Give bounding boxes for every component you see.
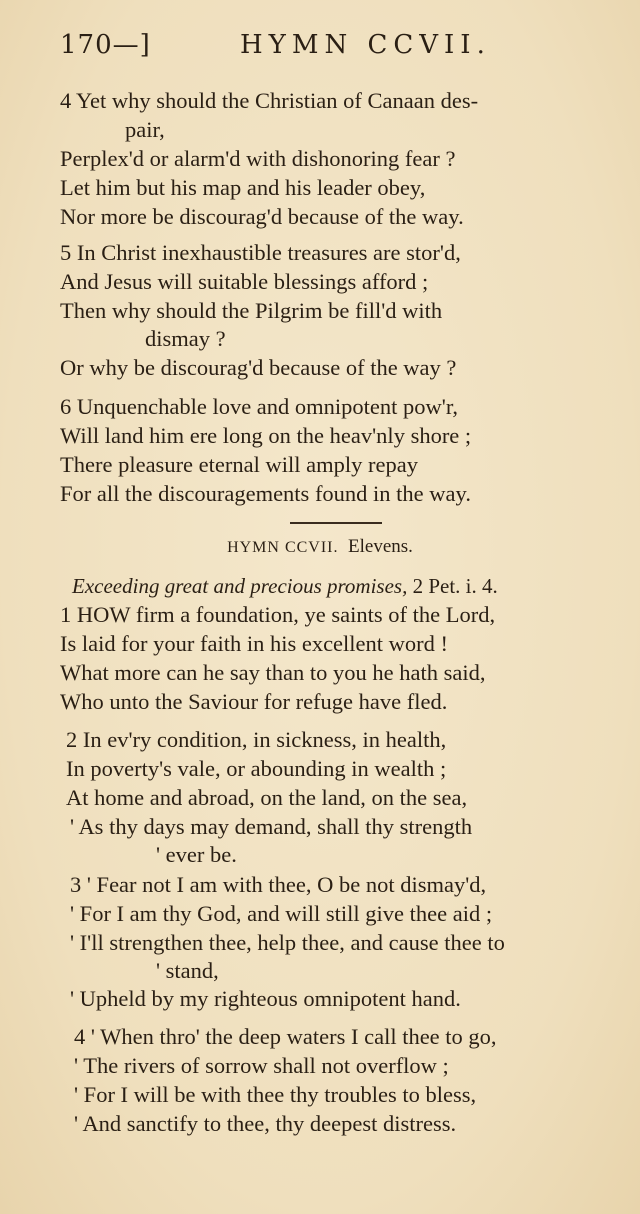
verse-line: pair, bbox=[125, 117, 165, 142]
verse-line: ' For I will be with thee thy troubles to bless, bbox=[74, 1082, 477, 1107]
verse-line: Then why should the Pilgrim be fill'd with bbox=[60, 298, 443, 323]
verse-line: Nor more be discourag'd because of the way. bbox=[60, 204, 464, 229]
verse-line: Is laid for your faith in his excellent word ! bbox=[60, 631, 449, 656]
verse-line: ' ever be. bbox=[156, 842, 237, 867]
verse-line: 5 In Christ inexhaustible treasures are stor'd, bbox=[60, 240, 461, 265]
verse-line: 2 In ev'ry condition, in sickness, in health, bbox=[66, 727, 447, 752]
verse-line: In poverty's vale, or abounding in wealth ; bbox=[66, 756, 447, 781]
verse-line: ' As thy days may demand, shall thy strength bbox=[70, 814, 473, 839]
verse-line: ' For I am thy God, and will still give thee aid ; bbox=[70, 901, 493, 926]
verse-line: At home and abroad, on the land, on the sea, bbox=[66, 785, 468, 810]
verse-line: 3 ' Fear not I am with thee, O be not dismay'd, bbox=[70, 872, 487, 897]
verse-line: There pleasure eternal will amply repay bbox=[60, 452, 418, 477]
epigraph: Exceeding great and precious promises, 2 Pet. i. 4. bbox=[72, 574, 498, 598]
section-divider bbox=[290, 522, 382, 524]
running-header bbox=[60, 30, 600, 70]
page-number: 170—] bbox=[60, 30, 151, 60]
verse-line: ' The rivers of sorrow shall not overflow ; bbox=[74, 1053, 449, 1078]
verse-line: Let him but his map and his leader obey, bbox=[60, 175, 426, 200]
verse-line: For all the discouragements found in the way. bbox=[60, 481, 471, 506]
verse-line: Perplex'd or alarm'd with dishonoring fear ? bbox=[60, 146, 456, 171]
verse-line: ' And sanctify to thee, thy deepest distress. bbox=[74, 1111, 457, 1136]
verse-line: ' stand, bbox=[156, 958, 219, 983]
verse-line: ' Upheld by my righteous omnipotent hand. bbox=[70, 986, 461, 1011]
verse-line: ' I'll strengthen thee, help thee, and cause thee to bbox=[70, 930, 505, 955]
hymn-heading: HYMN CCVII. Elevens. bbox=[227, 536, 413, 557]
verse-line: What more can he say than to you he hath said, bbox=[60, 660, 486, 685]
verse-line: Who unto the Saviour for refuge have fled. bbox=[60, 689, 448, 714]
verse-line: 4 ' When thro' the deep waters I call thee to go, bbox=[74, 1024, 497, 1049]
verse-line: Or why be discourag'd because of the way ? bbox=[60, 355, 457, 380]
verse-line: dismay ? bbox=[145, 326, 226, 351]
running-title: HYMN CCVII. bbox=[240, 30, 491, 60]
verse-line: 4 Yet why should the Christian of Canaan des- bbox=[60, 88, 479, 113]
verse-line: Will land him ere long on the heav'nly shore ; bbox=[60, 423, 472, 448]
verse-line: 1 HOW firm a foundation, ye saints of the Lord, bbox=[60, 602, 496, 627]
verse-line: And Jesus will suitable blessings afford ; bbox=[60, 269, 429, 294]
verse-line: 6 Unquenchable love and omnipotent pow'r, bbox=[60, 394, 459, 419]
